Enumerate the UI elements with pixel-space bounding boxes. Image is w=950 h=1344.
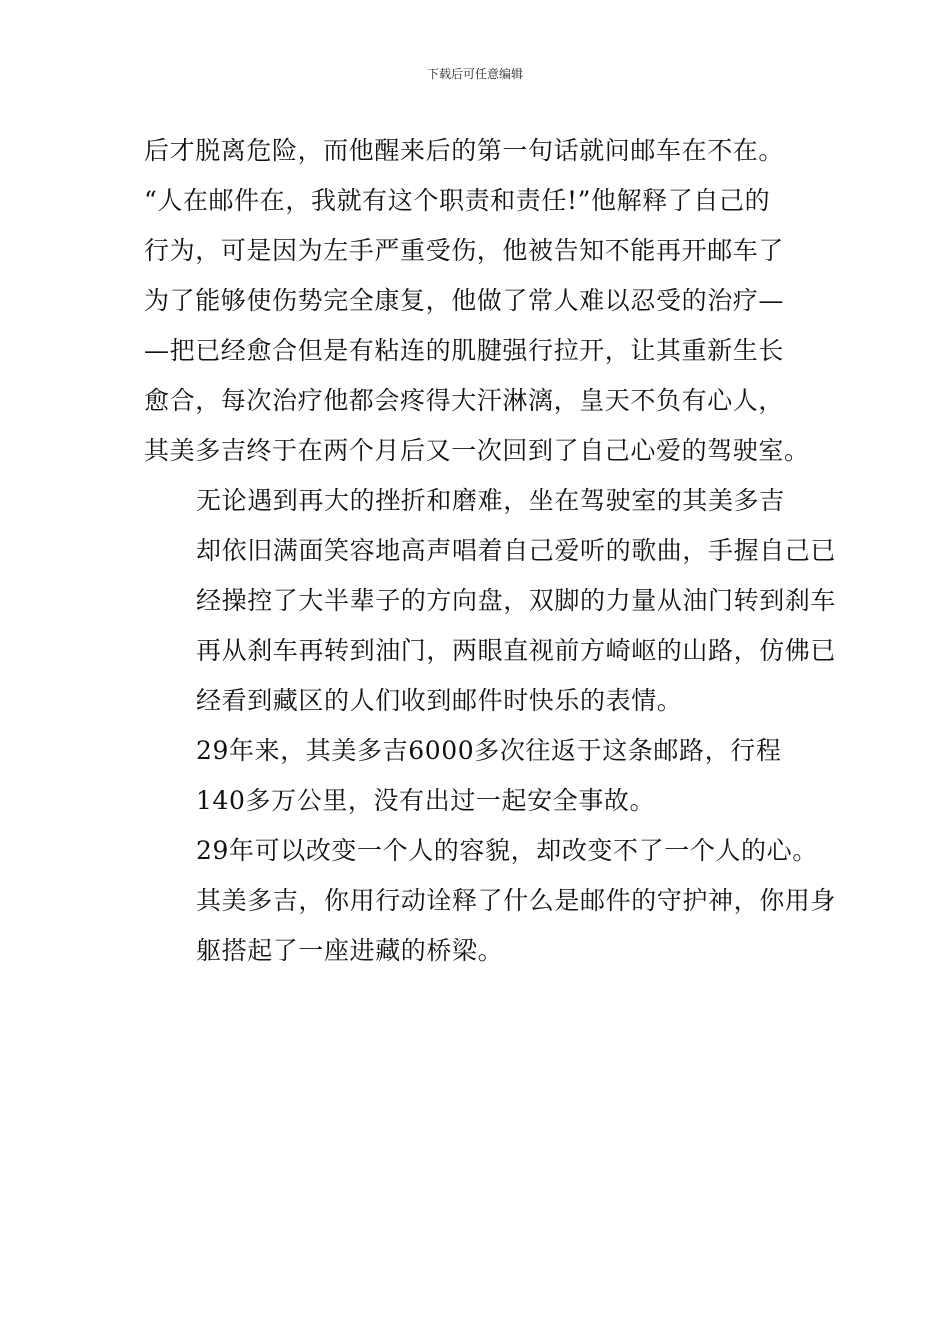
text-line: 行为，可是因为左手严重受伤，他被告知不能再开邮车了 — [144, 236, 785, 265]
document-body — [144, 126, 837, 976]
text-line: 却依旧满面笑容地高声唱着自己爱听的歌曲，手握自己已 — [196, 536, 837, 565]
paragraph — [144, 726, 820, 826]
paragraph — [144, 826, 837, 976]
text-line: 再从刹车再转到油门，两眼直视前方崎岖的山路，仿佛已 — [196, 636, 837, 665]
paragraph — [144, 126, 820, 476]
text-line: 愈合，每次治疗他都会疼得大汗淋漓，皇天不负有心人， — [144, 386, 785, 415]
text-line: 经操控了大半辈子的方向盘，双脚的力量从油门转到刹车 — [196, 586, 837, 615]
text-line: 无论遇到再大的挫折和磨难，坐在驾驶室的其美多吉 — [196, 486, 785, 515]
text-line: 为了能够使伤势完全康复，他做了常人难以忍受的治疗— — [144, 286, 785, 315]
text-line: 29年来，其美多吉6000多次往返于这条邮路，行程 — [196, 736, 782, 765]
text-line: 29年可以改变一个人的容貌，却改变不了一个人的心。 — [196, 836, 818, 865]
text-line: —把已经愈合但是有粘连的肌腱强行拉开，让其重新生长 — [144, 336, 785, 365]
page-header-note: 下载后可任意编辑 — [426, 67, 523, 81]
text-line: “人在邮件在，我就有这个职责和责任!”他解释了自己的 — [144, 186, 771, 215]
text-line: 140多万公里，没有出过一起安全事故。 — [196, 786, 656, 815]
text-line: 其美多吉终于在两个月后又一次回到了自己心爱的驾驶室。 — [144, 436, 810, 465]
text-line: 其美多吉，你用行动诠释了什么是邮件的守护神，你用身 — [196, 886, 837, 915]
paragraph — [144, 476, 837, 726]
text-line: 躯搭起了一座进藏的桥梁。 — [196, 936, 504, 965]
text-line: 经看到藏区的人们收到邮件时快乐的表情。 — [196, 686, 683, 715]
text-line: 后才脱离危险，而他醒来后的第一句话就问邮车在不在。 — [144, 136, 785, 165]
